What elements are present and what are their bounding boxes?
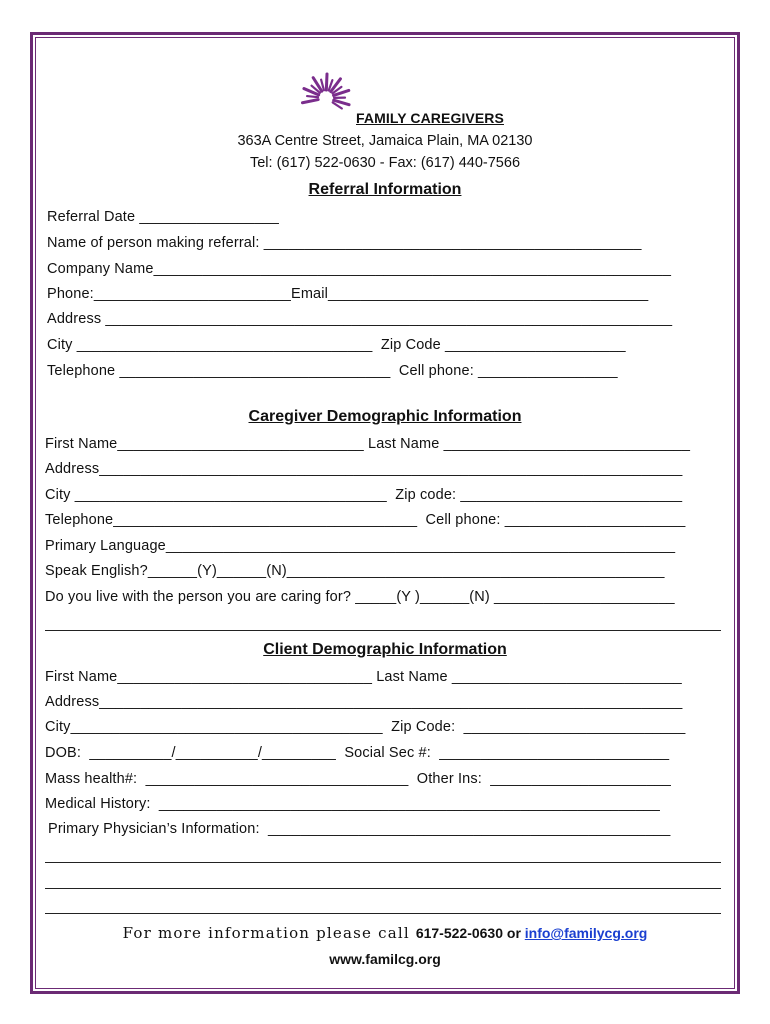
logo-ray <box>302 100 318 103</box>
org-name: FAMILY CAREGIVERS <box>356 110 504 126</box>
referral-date-field[interactable]: Referral Date _________________ <box>47 209 279 225</box>
client-address-field[interactable]: Address_______________________________________________________________________ <box>45 694 683 710</box>
dob-ssn-field[interactable]: DOB: __________/__________/_________ Social Sec #: ____________________________ <box>45 745 670 761</box>
referrer-name-field[interactable]: Name of person making referral: ______________________________________________ <box>47 235 642 251</box>
primary-language-field[interactable]: Primary Language______________________________________________________________ <box>45 538 676 554</box>
primary-physician-field[interactable]: Primary Physician’s Information: _________________________________________________ <box>48 821 671 837</box>
caregiver-section-title: Caregiver Demographic Information <box>248 408 522 425</box>
logo-ray <box>326 74 327 90</box>
client-extra-line-2[interactable] <box>45 888 721 889</box>
caregiver-extra-line[interactable] <box>45 630 721 631</box>
mass-health-field[interactable]: Mass health#: ________________________________ Other Ins: ______________________ <box>45 771 672 787</box>
client-extra-line-3[interactable] <box>45 913 721 914</box>
client-section-title: Client Demographic Information <box>263 641 507 658</box>
footer-contact <box>0 924 770 942</box>
phone-email-field[interactable]: Phone:________________________Email_______________________________________ <box>47 286 649 302</box>
client-name-field[interactable]: First Name_______________________________ Last Name ____________________________ <box>45 669 682 685</box>
client-city-zip-field[interactable]: City______________________________________ Zip Code: ___________________________ <box>45 719 686 735</box>
city-zip-field[interactable]: City ____________________________________ Zip Code ______________________ <box>47 337 626 353</box>
client-extra-line-1[interactable] <box>45 862 721 863</box>
footer-lead-text: For more information please call <box>122 924 416 942</box>
company-name-field[interactable]: Company Name_______________________________________________________________ <box>47 261 672 277</box>
org-phone-fax: Tel: (617) 522-0630 - Fax: (617) 440-7566 <box>249 155 521 171</box>
speak-english-field[interactable]: Speak English?______(Y)______(N)______________________________________________ <box>45 563 665 579</box>
caregiver-phone-field[interactable]: Telephone_____________________________________ Cell phone: ______________________ <box>45 512 686 528</box>
logo-ray <box>307 96 318 97</box>
live-with-person-field[interactable]: Do you live with the person you are caring for? _____(Y )______(N) ______________________ <box>45 589 675 605</box>
footer-website[interactable]: www.familcg.org <box>329 951 441 967</box>
caregiver-city-zip-field[interactable]: City ______________________________________ Zip code: ___________________________ <box>45 487 683 503</box>
org-address: 363A Centre Street, Jamaica Plain, MA 02130 <box>237 133 533 149</box>
footer-email-link[interactable]: info@familycg.org <box>524 925 648 941</box>
medical-history-field[interactable]: Medical History: _____________________________________________________________ <box>45 796 660 812</box>
footer-phone: 617-522-0630 or <box>415 925 525 941</box>
referral-section-title: Referral Information <box>308 181 462 198</box>
caregiver-address-field[interactable]: Address_______________________________________________________________________ <box>45 461 683 477</box>
telephone-cell-field[interactable]: Telephone _________________________________ Cell phone: _________________ <box>47 363 618 379</box>
caregiver-name-field[interactable]: First Name______________________________ Last Name ______________________________ <box>45 436 691 452</box>
starburst-logo-icon <box>296 66 352 120</box>
referral-address-field[interactable]: Address _____________________________________________________________________ <box>47 311 673 327</box>
